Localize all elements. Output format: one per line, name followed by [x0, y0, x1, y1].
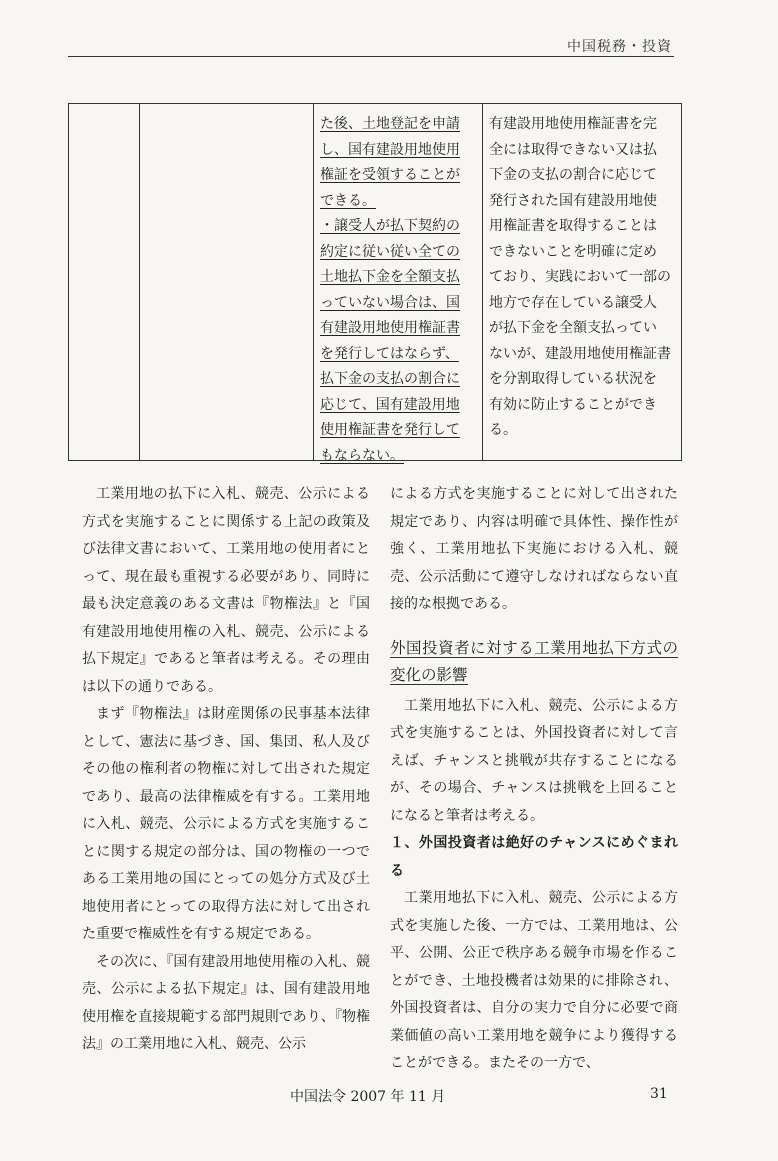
- body-paragraph: 工業用地払下に入札、競売、公示による方式を実施することは、外国投資者に対して言えば、チャンスと挑戦が共存することになるが、その場合、チャンスは挑戦を上回ることになると筆者は考える。: [390, 697, 678, 824]
- comparison-table: [68, 103, 682, 464]
- header-rule: [68, 56, 674, 57]
- running-header: 中国税務・投資: [567, 39, 672, 55]
- table-line: できる。: [320, 192, 376, 209]
- table-line: 全には取得できない又は払: [489, 141, 657, 158]
- table-line: できないことを明確に定め: [489, 243, 657, 260]
- body-paragraph: まず『物権法』は財産関係の民事基本法律として、憲法に基づき、国、集団、私人及びその他の権利者の物権に対して出された規定であり、最高の法律権威を有する。工業用地に入札、競売、公示による方式を実施することに関する規定の部分は、国の物権の一つである工業用地の国にとっての処分方式及び土地使用者にとっての取得方法に対して出された重要で権威性を有する規定である。: [82, 706, 370, 942]
- table-divider: [139, 104, 140, 460]
- table-line: 権証を受領することが: [320, 167, 460, 183]
- table-line: ないが、建設用地使用権証書: [489, 345, 671, 362]
- body-paragraph: 工業用地払下に入札、競売、公示による方式を実施した後、一方では、工業用地は、公平、公開、公正で秩序ある競争市場を作ることができ、土地投機者は効果的に排除され、外国投資者は、自分の実力で自分に必要で商業価値の高い工業用地を競争により獲得することができる。またその一方で、: [390, 890, 678, 1071]
- right-column: [390, 481, 678, 1078]
- body-paragraph: による方式を実施することに対して出された規定であり、内容は明確で具体性、操作性が強く、工業用地払下実施における入札、競売、公示活動にて遵守しなければならない直接的な根拠である。: [390, 486, 678, 612]
- section-heading: [390, 635, 678, 689]
- table-cell-commentary: [489, 112, 675, 444]
- table-line: もならない。: [320, 447, 404, 464]
- table-line: 用権証書を取得することは: [489, 218, 657, 234]
- table-line: ・譲受人が払下契約の: [320, 218, 460, 234]
- table-line: を分割取得している状況を: [489, 371, 657, 387]
- table-line: 払下金の支払の割合に: [320, 371, 460, 387]
- table-line: る。: [489, 422, 517, 438]
- table-line: 約定に従い従い全ての: [320, 243, 460, 260]
- table-line: 土地払下金を全額支払: [320, 269, 460, 285]
- footer-issue: 中国法令 2007 年 11 月: [290, 1089, 446, 1105]
- table-line: 使用権証書を発行して: [320, 422, 460, 438]
- table-line: た後、土地登記を申請: [320, 116, 460, 132]
- table-line: 地方で存在している譲受人: [489, 294, 657, 311]
- table-line: 下金の支払の割合に応じて: [489, 167, 657, 183]
- table-line: を発行してはならず、: [320, 345, 459, 362]
- body-paragraph: その次に、『国有建設用地使用権の入札、競売、公示による払下規定』は、国有建設用地使用権を直接規範する部門規則であり、『物権法』の工業用地に入札、競売、公示: [82, 953, 370, 1052]
- body-paragraph: 工業用地の払下に入札、競売、公示による方式を実施することに関係する上記の政策及び法律文書において、工業用地の使用者にとって、現在最も重視する必要があり、同時に最も決定意義のある文書は『物権法』と『国有建設用地使用権の入札、競売、公示による払下規定』であると筆者は考える。その理由は以下の通りである。: [82, 486, 370, 695]
- table-line: 発行された国有建設用地使: [489, 192, 657, 209]
- page-number: 31: [650, 1086, 668, 1102]
- table-line: 有建設用地使用権証書: [320, 320, 460, 336]
- table-line: 有建設用地使用権証書を完: [489, 116, 657, 132]
- table-line: っていない場合は、国: [320, 294, 460, 311]
- table-divider: [313, 104, 314, 460]
- table-line: が払下金を全額支払ってい: [489, 320, 657, 336]
- table-line: し、国有建設用地使用: [320, 141, 460, 158]
- section-heading-text: 外国投資者に対する工業用地払下方式の変化の影響: [390, 638, 678, 684]
- left-column: [82, 481, 370, 1059]
- table-cell-new-rule: [320, 112, 480, 469]
- table-line: 応じて、国有建設用地: [320, 396, 460, 413]
- subsection-heading: １、外国投資者は絶好のチャンスにめぐまれる: [390, 835, 678, 879]
- table-line: 有効に防止することができ: [489, 396, 657, 413]
- table-line: ており、実践において一部の: [489, 269, 671, 285]
- table-divider: [482, 104, 483, 460]
